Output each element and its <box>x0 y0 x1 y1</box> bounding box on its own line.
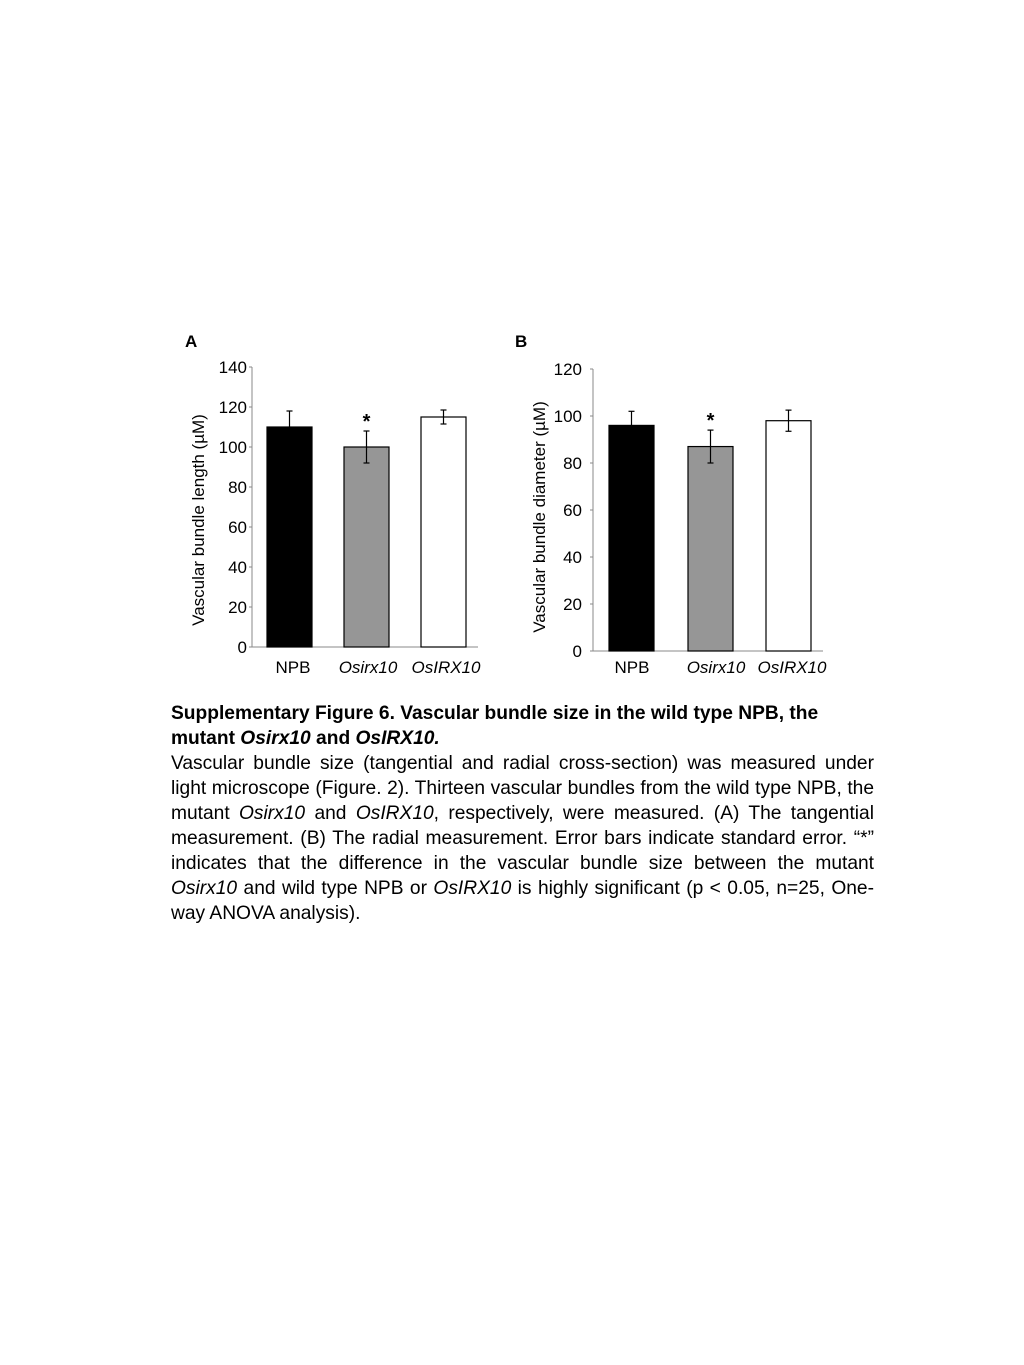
caption-body-segment: Osirx10 <box>239 803 306 824</box>
caption-body-segment: and <box>305 803 356 824</box>
caption-body-segment: OsIRX10 <box>433 878 512 899</box>
x-category-label: Osirx10 <box>686 658 746 677</box>
caption-title-segment: Osirx10 <box>240 728 311 749</box>
y-tick-label: 120 <box>218 398 247 417</box>
caption-body-segment: and wild type NPB or <box>237 878 434 899</box>
y-tick-label: 40 <box>228 558 247 577</box>
y-tick-label: 140 <box>218 358 247 377</box>
caption-body-segment: Osirx10 <box>171 878 238 899</box>
y-tick-label: 20 <box>228 598 247 617</box>
y-tick-label: 80 <box>563 454 582 473</box>
y-tick-label: 100 <box>218 438 247 457</box>
panel-a-label: A <box>185 332 198 351</box>
bar <box>609 425 654 651</box>
y-tick-label: 60 <box>563 501 582 520</box>
caption-title <box>171 701 874 751</box>
significance-marker: * <box>706 410 715 433</box>
x-category-label: Osirx10 <box>338 658 398 677</box>
panel-b-label: B <box>515 332 528 351</box>
y-tick-label: 20 <box>563 595 582 614</box>
y-axis-label: Vascular bundle diameter (µM) <box>530 401 549 633</box>
caption-title-segment: Supplementary Figure 6. Vascular bundle size in the wild type NPB, the mutant <box>171 703 819 749</box>
x-category-label: NPB <box>614 658 650 677</box>
y-tick-label: 0 <box>237 638 247 657</box>
y-axis-label: Vascular bundle length (µM) <box>189 414 208 626</box>
bar <box>688 447 733 651</box>
caption-title-segment: and <box>310 728 356 749</box>
x-category-label: OsIRX10 <box>757 658 827 677</box>
x-category-label: NPB <box>275 658 311 677</box>
y-tick-label: 100 <box>553 407 582 426</box>
caption-body-segment: is highly significant (p < 0.05, n=25, One-way ANOVA analysis). <box>171 878 874 924</box>
x-category-label: OsIRX10 <box>411 658 481 677</box>
y-tick-label: 40 <box>563 548 582 567</box>
y-tick-label: 80 <box>228 478 247 497</box>
y-tick-label: 0 <box>572 642 582 661</box>
y-tick-label: 120 <box>553 360 582 379</box>
caption-body-segment: OsIRX10 <box>355 803 434 824</box>
bar <box>766 421 811 651</box>
caption-body <box>171 751 874 926</box>
caption-body-segment: Vascular bundle size (tangential and radial cross-section) was measured under light microscope (Figure. 2). Thirteen vascular bundles from the wild type NPB, the mutant <box>171 753 874 824</box>
y-tick-label: 60 <box>228 518 247 537</box>
caption-title-segment: OsIRX10. <box>355 728 440 749</box>
figure-caption <box>171 701 874 926</box>
caption-body-segment: , respectively, were measured. (A) The tangential measurement. (B) The radial measurement. Error bars indicate standard error. “*” indicates that the difference in the vascular bundle size between the mutant <box>171 803 874 874</box>
significance-marker: * <box>362 411 371 433</box>
